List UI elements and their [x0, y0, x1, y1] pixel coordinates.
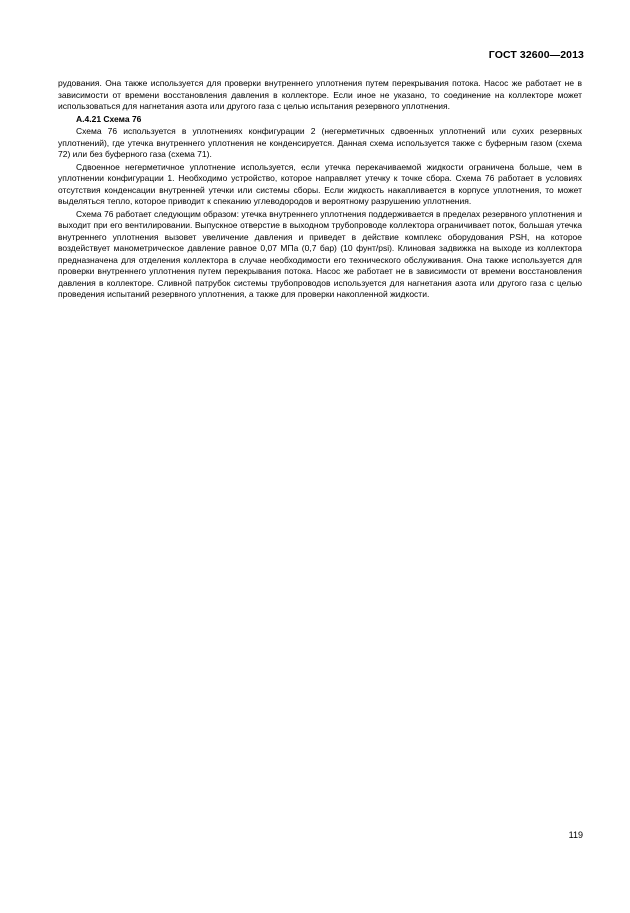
- standard-code-header: ГОСТ 32600—2013: [488, 49, 584, 61]
- document-body: [58, 78, 582, 302]
- paragraph: Схема 76 работает следующим образом: утечка внутреннего уплотнения поддерживается в пределах резервного уплотнения и выходит при его вентилировании. Выпускное отверстие в выходном трубопроводе коллектора ограничивает поток, большая утечка внутреннего уплотнения вызовет увеличение давления и приведет в действие комплекс оборудования PSH, на которое воздействует манометрическое давление равное 0,07 МПа (0,7 бар) (10 фунт/psi). Клиновая задвижка на выходе из коллектора предназначена для отделения коллектора в случае необходимости его технического обслуживания. Она также используется для проверки внутреннего уплотнения путем перекрывания потока. Насос же работает не в зависимости от времени восстановления давления в коллекторе. Сливной патрубок системы трубопроводов используется для нагнетания азота или другого газа с целью проведения испытаний резервного уплотнения, а также для проверки накопленной жидкости.: [58, 208, 582, 299]
- paragraph-continuation: рудования. Она также используется для проверки внутреннего уплотнения путем перекрывания потока. Насос же работает не в зависимости от времени восстановления давления в коллекторе. Если иное не указано, то соединение на коллекторе может использоваться для нагнетания азота или другого газа с целью испытания резервного уплотнения.: [58, 78, 582, 111]
- page-number: 119: [568, 830, 583, 840]
- paragraph: Схема 76 используется в уплотнениях конфигурации 2 (негерметичных сдвоенных уплотнений или сухих резервных уплотнений), где утечка внутреннего уплотнения не конденсируется. Данная схема используется также с буферным газом (схема 72) или без буферного газа (схема 71).: [58, 126, 582, 159]
- section-heading: А.4.21 Схема 76: [76, 113, 142, 124]
- paragraph: Сдвоенное негерметичное уплотнение используется, если утечка перекачиваемой жидкости ограничена больше, чем в уплотнении конфигурации 1. Необходимо устройство, которое направляет утечку к точке сбора. Схема 76 работает в условиях отсутствия конденсации внутренней утечки или системы сборы. Если жидкость накапливается в корпусе уплотнения, то может выделяться тепло, которое приводит к спеканию углеводородов и вероятному разрушению уплотнения.: [58, 161, 582, 206]
